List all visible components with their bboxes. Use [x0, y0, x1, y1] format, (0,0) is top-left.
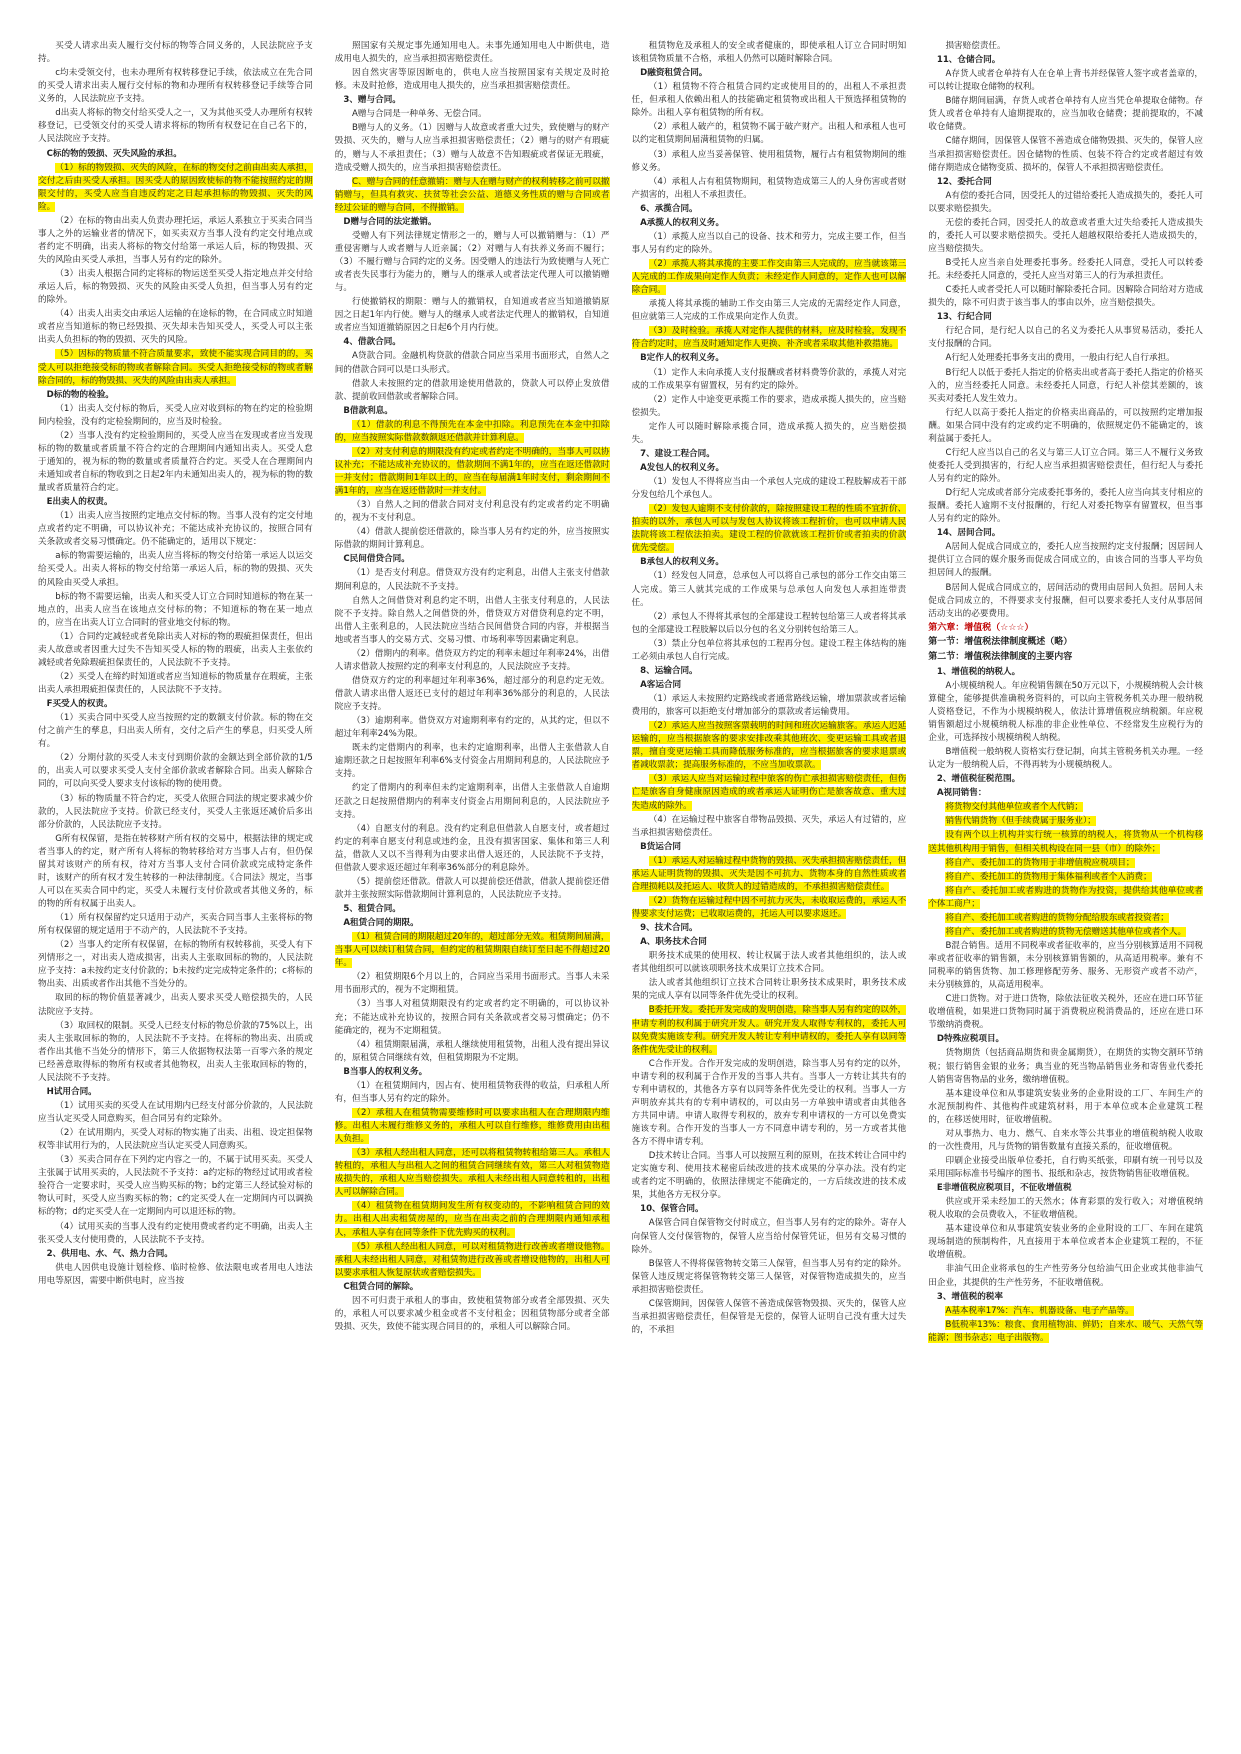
section-heading: A视同销售： — [936, 788, 987, 799]
highlight-mark: （2）承租人在租赁物需要维修时可以要求出租人在合理期限内维修。出租人未履行维修义务的，承租人可以自行维修，维修费用由出租人负担。 — [334, 1107, 610, 1145]
highlighted-paragraph — [335, 931, 610, 970]
paragraph: 无偿的委托合同，因受托人的故意或者重大过失给委托人造成损失的，委托人可以要求赔偿损失。受托人超越权限给委托人造成损失的，应当赔偿损失。 — [928, 217, 1203, 254]
highlighted-paragraph — [928, 801, 1203, 814]
section-heading: C租赁合同的解除。 — [343, 1281, 419, 1292]
column-1 — [38, 40, 313, 1724]
highlighted-paragraph — [335, 1200, 610, 1239]
paragraph: B居间人促成合同成立的，居间活动的费用由居间人负担。居间人未促成合同成立的，不得要求支付报酬，但可以要求委托人支付从事居间活动支出的必要费用。 — [928, 582, 1203, 619]
paragraph: A存货人或者仓单持有人在仓单上背书并经保管人签字或者盖章的，可以转让提取仓储物的权利。 — [928, 69, 1203, 93]
section-heading: 1、增值税的纳税人。 — [936, 666, 1021, 677]
paragraph: （4）在运输过程中旅客自带物品毁损、灭失，承运人有过错的，应当承担损害赔偿责任。 — [631, 814, 907, 838]
paragraph: C进口货物。对于进口货物，除依法征收关税外，还应在进口环节征收增值税，如果进口货物同时属于消费税应税消费品的，还应在进口环节缴纳消费税。 — [928, 994, 1203, 1031]
paragraph: 行使撤销权的期限：赠与人的撤销权，自知道或者应当知道撤销原因之日起1年内行使。赠与人的继承人或者法定代理人的撤销权，自知道或者应当知道撤销原因之日起6个月内行使。 — [334, 297, 610, 334]
highlighted-paragraph — [632, 503, 907, 555]
paragraph: B混合销售。适用不同税率或者征收率的，应当分别核算适用不同税率或者征收率的销售额，未分别核算销售额的，从高适用税率。兼有不同税率的销售货物、加工修理修配劳务、服务、无形资产或者不动产，未分别核算的，从高适用税率。 — [928, 940, 1203, 991]
paragraph: （3）出卖人根据合同约定将标的物运送至买受人指定地点并交付给承运人后，标的物毁损、灭失的风险由买受人负担，但当事人另有约定的除外。 — [38, 269, 313, 306]
paragraph: 非油气田企业将承包的生产性劳务分包给油气田企业或其他非油气田企业，其提供的生产性劳务，不征收增值税。 — [928, 1264, 1203, 1288]
paragraph: c均未受领交付，也未办理所有权转移登记手续，依法成立在先合同的买受人请求出卖人履行交付标的物和办理所有权转移登记手续等合同义务的，人民法院应予支持。 — [38, 68, 313, 105]
highlight-mark: B低税率13%：粮食、食用植物油、鲜奶；自来水、暖气、天然气等能源；图书杂志；电子出版物。 — [928, 1319, 1203, 1343]
section-heading: B当事人的权利义务。 — [343, 1066, 428, 1077]
highlight-mark: （3）承租人经出租人同意，还可以将租赁物转租给第三人。承租人转租的，承租人与出租人之间的租赁合同继续有效，第三人对租赁物造成损失的，承租人应当赔偿损失。承租人未经出租人同意转租的，出租人可以解除合同。 — [334, 1148, 610, 1198]
paragraph: （5）提前偿还借款。借款人可以提前偿还借款，借款人提前偿还借款并主张按照实际借款期间计算利息的，人民法院应予支持。 — [334, 876, 610, 900]
highlighted-paragraph — [632, 258, 907, 297]
highlight-mark: 将自产、委托加工的货物用于非增值税应税项目； — [945, 857, 1135, 868]
section-heading: C标的物的毁损、灭失风险的承担。 — [46, 148, 182, 159]
paragraph: A贷款合同。金融机构贷款的借款合同应当采用书面形式，自然人之间的借款合同可以是口头形式。 — [334, 351, 610, 375]
paragraph: C委托人或者受托人可以随时解除委托合同。因解除合同给对方造成损失的，除不可归责于该当事人的事由以外，应当赔偿损失。 — [928, 285, 1203, 309]
highlight-mark: （5）因标的物质量不符合质量要求，致使不能实现合同目的的，买受人可以拒绝接受标的物或者解除合同。买受人拒绝接受标的物或者解除合同的，标的物毁损、灭失的风险由出卖人承担。 — [38, 349, 313, 386]
highlighted-paragraph — [928, 871, 1203, 884]
highlighted-paragraph — [632, 773, 907, 812]
section-heading: E出卖人的权责。 — [46, 497, 113, 508]
paragraph: （2）在试用期内，买受人对标的物实施了出卖、出租、设定担保物权等非试用行为的，人民法院应当认定买受人同意购买。 — [38, 1128, 313, 1152]
paragraph: （2）承包人不得将其承包的全部建设工程转包给第三人或者将其承包的全部建设工程肢解以后以分包的名义分别转包给第三人。 — [631, 611, 907, 635]
paragraph: 自然人之间借贷对利息约定不明，出借人主张支付利息的，人民法院不予支持。除自然人之间借贷的外，借贷双方对借贷利息约定不明，出借人主张利息的，人民法院应当结合民间借贷合同的内容，并根据当地或者当事人的交易方式、交易习惯、市场利率等因素确定利息。 — [334, 595, 610, 645]
paragraph: （2）当事人没有约定检验期间的，买受人应当在发现或者应当发现标的物的数量或者质量不符合约定的合理期间内通知出卖人。买受人怠于通知的，视为标的物的数量或者质量符合约定。买受人在合理期间内未通知或者自标的物收到之日起2年内未通知出卖人的，视为标的物的数量或者质量符合约定。 — [38, 430, 313, 494]
paragraph: B行纪人以低于委托人指定的价格卖出或者高于委托人指定的价格买入的，应当经委托人同意。未经委托人同意，行纪人补偿其差额的，该买卖对委托人发生效力。 — [928, 367, 1203, 404]
paragraph: （1）经发包人同意，总承包人可以将自己承包的部分工作交由第三人完成。第三人就其完成的工作成果与总承包人向发包人承担连带责任。 — [631, 571, 907, 608]
highlight-mark: （2）对支付利息的期限没有约定或者约定不明确的，当事人可以协议补充；不能达成补充协议的，借款期间不满1年的，应当在返还借款时一并支付；借款期间1年以上的，应当在每届满1年时支付，剩余期间不满1年的，应当在返还借款时一并支付。 — [334, 446, 610, 497]
paragraph: 受赠人有下列法律规定情形之一的，赠与人可以撤销赠与：（1）严重侵害赠与人或者赠与人近亲属；（2）对赠与人有扶养义务而不履行；（3）不履行赠与合同约定的义务。因受赠人的违法行为致使赠与人死亡或者丧失民事行为能力的，赠与人的继承人或者法定代理人可以撤销赠与。 — [334, 230, 610, 294]
paragraph: （1）承揽人应当以自己的设备、技术和劳力，完成主要工作，但当事人另有约定的除外。 — [631, 231, 907, 255]
paragraph: （1）是否支付利息。借贷双方没有约定利息，出借人主张支付借款期间利息的，人民法院不予支持。 — [334, 568, 610, 592]
paragraph: A居间人促成合同成立的，委托人应当按照约定支付报酬；因居间人提供订立合同的媒介服务而促成合同成立的，由该合同的当事人平均负担居间人的报酬。 — [928, 542, 1203, 579]
highlight-mark: （2）发包人逾期不支付价款的，除按照建设工程的性质不宜折价、拍卖的以外，承包人可以与发包人协议将该工程折价，也可以申请人民法院将该工程依法拍卖。建设工程的价款就该工程折价或者拍卖的价款优先受偿。 — [631, 504, 907, 554]
paragraph: B保管人不得将保管物转交第三人保管，但当事人另有约定的除外。保管人违反规定将保管物转交第三人保管，对保管物造成损失的，应当承担损害赔偿责任。 — [631, 1258, 907, 1295]
paragraph: （2）在标的物由出卖人负责办理托运，承运人系独立于买卖合同当事人之外的运输业者的情况下，如买卖双方当事人没有约定交付地点或者约定不明确，出卖人将标的物交付给第一承运人后，标的物毁损、灭失的风险由买受人承担，当事人另有约定的除外。 — [38, 215, 313, 265]
paragraph: A赠与合同是一种单务、无偿合同。 — [351, 109, 487, 120]
highlight-mark: （2）承揽人将其承揽的主要工作交由第三人完成的，应当就该第三人完成的工作成果向定作人负责；未经定作人同意的，定作人也可以解除合同。 — [631, 259, 907, 296]
section-heading: A客运合同 — [640, 679, 682, 690]
paragraph: 约定了借期内的利率但未约定逾期利率，出借人主张借款人自逾期还款之日起按照借期内的利率支付资金占用期间利息的，人民法院应予支持。 — [334, 783, 610, 820]
highlight-mark: 将货物交付其他单位或者个人代销； — [945, 802, 1083, 813]
paragraph: （1）出卖人应当按照约定地点交付标的物。当事人没有约定交付地点或者约定不明确，可以协议补充；不能达成补充协议的，按照合同有关条款或者交易习惯确定。仍不能确定的，适用以下规定： — [38, 511, 313, 548]
paragraph: （4）出卖人出卖交由承运人运输的在途标的物，在合同成立时知道或者应当知道标的物已经毁损、灭失却未告知买受人，买受人可以主张出卖人负担标的物的毁损、灭失的风险。 — [38, 309, 313, 346]
section-heading: A发包人的权利义务。 — [640, 462, 725, 473]
paragraph: A保管合同自保管物交付时成立，但当事人另有约定的除外。寄存人向保管人交付保管物的，保管人应当给付保管凭证，但另有交易习惯的除外。 — [631, 1218, 907, 1255]
section-heading: 7、建设工程合同。 — [640, 448, 715, 459]
highlight-mark: （1）标的物毁损、灭失的风险，在标的物交付之前由出卖人承担，交付之后由买受人承担。因买受人的原因致使标的物不能按照约定的期限交付的，买受人应当自违反约定之日起承担标的物毁损、灭失的风险。 — [38, 162, 313, 212]
section-heading: A、职务技术合同 — [640, 937, 707, 948]
highlighted-paragraph — [335, 176, 610, 215]
paragraph: （3）买卖合同存在下列约定内容之一的，不属于试用买卖。买受人主张属于试用买卖的，人民法院不予支持：a约定标的物经过试用或者检验符合一定要求时，买受人应当购买标的物；b约定第三人经试验对标的物认可时，买受人应当购买标的物；c约定买受人在一定期间内可以调换标的物；d约定买受人在一定期间内可以退还标的物。 — [38, 1155, 313, 1218]
section-heading: D标的物的检验。 — [46, 389, 114, 400]
paragraph: A行纪人处理委托事务支出的费用，一般由行纪人自行承担。 — [945, 353, 1175, 364]
highlight-mark: （5）承租人经出租人同意，可以对租赁物进行改善或者增设他物。承租人未经出租人同意，对租赁物进行改善或者增设他物的，出租人可以要求承租人恢复原状或者赔偿损失。 — [334, 1241, 610, 1278]
highlight-mark: 设有两个以上机构并实行统一核算的纳税人，将货物从一个机构移送其他机构用于销售，但相关机构设在同一县（市）的除外； — [928, 830, 1203, 854]
highlight-mark: 将自产、委托加工或者购进的货物无偿赠送其他单位或者个人。 — [945, 926, 1187, 937]
paragraph: （4）借款人提前偿还借款的，除当事人另有约定的外，应当按照实际借款的期间计算利息。 — [334, 527, 610, 551]
highlighted-paragraph — [928, 815, 1203, 828]
paragraph: （2）定作人中途变更承揽工作的要求，造成承揽人损失的，应当赔偿损失。 — [631, 394, 907, 418]
paragraph: 损害赔偿责任。 — [945, 41, 1006, 51]
section-heading: B货运合同 — [640, 841, 682, 852]
paragraph: 买受人请求出卖人履行交付标的物等合同义务的，人民法院应予支持。 — [38, 41, 313, 65]
column-4 — [928, 40, 1203, 1724]
paragraph: B增值税一般纳税人资格实行登记制，向其主管税务机关办理。一经认定为一般纳税人后，不得再转为小规模纳税人。 — [928, 747, 1203, 771]
section-heading: D赠与合同的法定撤销。 — [343, 216, 437, 227]
paragraph: C合作开发。合作开发完成的发明创造，除当事人另有约定的以外，申请专利的权利属于合作开发的当事人共有。当事人一方转让其共有的专利申请权的，其他各方享有以同等条件优先受让的权利。当事人一方声明放弃其共有的专利申请权的，可以由另一方单独申请或者由其他各方共同申请。申请人取得专利权的，放弃专利申请权的一方可以免费实施该专利。合作开发的当事人一方不同意申请专利的，另一方或者其他各方不得申请专利。 — [631, 1058, 907, 1148]
paragraph: （2）借期内的利率。借贷双方约定的利率未超过年利率24%，出借人请求借款人按照约定的利率支付利息的，人民法院应予支持。 — [334, 648, 610, 672]
paragraph: C保管期间，因保管人保管不善造成保管物毁损、灭失的，保管人应当承担损害赔偿责任，但保管是无偿的，保管人证明自己没有重大过失的，不承担 — [631, 1298, 907, 1335]
section-heading: B承包人的权利义务。 — [640, 557, 724, 568]
section-heading: 3、增值税的税率 — [936, 1291, 1003, 1302]
paragraph: a标的物需要运输的，出卖人应当将标的物交付给第一承运人以运交给买受人。出卖人将标的物交付给第一承运人后，标的物的毁损、灭失的风险由买受人承担。 — [38, 551, 313, 588]
paragraph: 印刷企业接受出版单位委托，自行购买纸张，印刷有统一刊号以及采用国际标准书号编序的图书、报纸和杂志，按货物销售征收增值税。 — [928, 1155, 1203, 1180]
highlighted-paragraph — [928, 912, 1203, 925]
highlight-mark: 将自产、委托加工的货物用于集体福利或者个人消费； — [945, 871, 1152, 882]
paragraph: 承揽人将其承揽的辅助工作交由第三人完成的无需经定作人同意，但应就第三人完成的工作成果向定作人负责。 — [631, 299, 907, 323]
paragraph: G所有权保留，是指在转移财产所有权的交易中，根据法律的规定或者当事人的约定，财产所有人将标的物转移给对方当事人占有，但仍保留其对该财产的所有权，待对方当事人支付合同价款或完成特定条件时，该财产的所有权才发生转移的一种法律制度。《合同法》规定，当事人可以在买卖合同中约定，买受人未履行支付价款或者其他义务的，标的物的所有权属于出卖人。 — [38, 833, 313, 909]
section-heading: D融资租赁合同。 — [640, 68, 708, 79]
section-heading: C民间借贷合同。 — [343, 554, 410, 565]
paragraph: （2）分期付款的买受人未支付到期价款的金额达到全部价款的1/5的，出卖人可以要求买受人支付全部价款或者解除合同。出卖人解除合同的，可以向买受人要求支付该标的物的使用费。 — [38, 753, 313, 790]
highlighted-paragraph — [632, 1004, 907, 1056]
highlight-mark: （3）及时检验。承揽人对定作人提供的材料，应及时检验，发现不符合约定时，应当及时通知定作人更换、补齐或者采取其他补救措施。 — [631, 326, 907, 350]
highlight-mark: （1）借款的利息不得预先在本金中扣除。利息预先在本金中扣除的，应当按照实际借款数额返还借款并计算利息。 — [334, 419, 610, 443]
paragraph: （2）租赁期限6个月以上的，合同应当采用书面形式。当事人未采用书面形式的，视为不定期租赁。 — [334, 972, 610, 996]
section-heading: A租赁合同的期限。 — [343, 918, 419, 929]
highlighted-paragraph — [632, 720, 907, 772]
highlighted-paragraph — [335, 446, 610, 498]
column-2 — [335, 40, 610, 1724]
section-heading: 4、借款合同。 — [343, 337, 401, 348]
chapter-subheading: 第二节：增值税法律制度的主要内容 — [928, 652, 1073, 663]
paragraph: （2）承租人破产的，租赁物不属于破产财产。出租人和承租人也可以约定租赁期间届满租赁物的归属。 — [631, 122, 907, 146]
highlight-mark: 将自产、委托加工或者购进的货物作为投资，提供给其他单位或者个体工商户； — [928, 885, 1203, 909]
highlighted-paragraph — [632, 895, 907, 921]
highlight-mark: （3）承运人应当对运输过程中旅客的伤亡承担损害赔偿责任，但伤亡是旅客自身健康原因造成的或者承运人证明伤亡是旅客故意、重大过失造成的除外。 — [631, 774, 907, 811]
highlighted-paragraph — [928, 1305, 1203, 1318]
paragraph: 行纪人以高于委托人指定的价格卖出商品的，可以按照约定增加报酬。如果合同中没有约定或约定不明确的，依照规定仍不能确定的，该利益属于委托人。 — [928, 407, 1203, 444]
paragraph: 基本建设单位和从事建筑安装业务的企业附设的工厂、车间生产的水泥预制构件、其他构件或建筑材料，用于本单位或本企业建筑工程的，在移送使用时，征收增值税。 — [928, 1088, 1203, 1125]
paragraph: 供电人因供电设施计划检修、临时检修、依法限电或者用电人违法用电等原因，需要中断供电时，应当按 — [38, 1262, 313, 1286]
highlight-mark: （2）承运人应当按照客票载明的时间和班次运输旅客。承运人迟延运输的，应当根据旅客的要求安排改乘其他班次、变更运输工具或者退票，擅自变更运输工具而降低服务标准的，应当根据旅客的要求退票或者减收票款；提高服务标准的，不应当加收票款。 — [631, 721, 907, 771]
section-heading: F买受人的权责。 — [46, 699, 113, 710]
highlighted-paragraph — [38, 348, 313, 387]
section-heading: E非增值税应税项目，不征收增值税 — [936, 1183, 1072, 1194]
paragraph: b标的物不需要运输，出卖人和买受人订立合同时知道标的物在某一地点的，出卖人应当在该地点交付标的物；不知道标的物在某一地点的，应当在出卖人订立合同时的营业地交付标的物。 — [38, 591, 313, 628]
highlighted-paragraph — [38, 162, 313, 214]
highlight-mark: B委托开发。委托开发完成的发明创造，除当事人另有约定的以外，申请专利的权利属于研究开发人。研究开发人取得专利权的，委托人可以免费实施该专利。研究开发人转让专利申请权的，委托人享有以同等条件优先受让的权利。 — [631, 1005, 907, 1055]
paragraph: 既未约定借期内的利率，也未约定逾期利率，出借人主张借款人自逾期还款之日起按照年利率6%支付资金占用期间利息的，人民法院应予支持。 — [334, 743, 610, 780]
section-heading: 2、增值税征税范围。 — [936, 774, 1021, 785]
highlighted-paragraph — [632, 855, 907, 894]
highlight-mark: 销售代销货物（但手续费属于服务业）； — [945, 816, 1096, 827]
highlighted-paragraph — [928, 1319, 1203, 1345]
section-heading: 12、委托合同 — [936, 176, 992, 187]
paragraph: （1）合同约定减轻或者免除出卖人对标的物的瑕疵担保责任，但出卖人故意或者因重大过失不告知买受人标的物的瑕疵，出卖人主张依约减轻或者免除瑕疵担保责任的，人民法院不予支持。 — [38, 631, 313, 668]
paragraph: （3）逾期利率。借贷双方对逾期利率有约定的，从其约定，但以不超过年利率24%为限。 — [334, 716, 610, 740]
paragraph: （1）租赁物不符合租赁合同约定或使用目的的，出租人不承担责任，但承租人依赖出租人的技能确定租赁物或出租人干预选择租赁物的除外。出租人享有租赁物的所有权。 — [631, 82, 907, 119]
highlighted-paragraph — [335, 419, 610, 445]
paragraph: （1）发包人不得将应当由一个承包人完成的建设工程肢解成若干部分发包给几个承包人。 — [631, 477, 907, 501]
paragraph: （2）当事人约定所有权保留，在标的物所有权转移前，买受人有下列情形之一，对出卖人造成损害，出卖人主张取回标的物的，人民法院应予支持：a未按约定支付价款的；b未按约定完成特定条件的；c将标的物出卖、出质或者作出其他不当处分的。 — [38, 940, 313, 990]
highlighted-paragraph — [928, 926, 1203, 939]
paragraph: （4）租赁期限届满，承租人继续使用租赁物，出租人没有提出异议的，原租赁合同继续有效，但租赁期限为不定期。 — [334, 1039, 610, 1063]
paragraph: （4）承租人占有租赁物期间，租赁物造成第三人的人身伤害或者财产损害的，出租人不承担责任。 — [631, 176, 907, 200]
paragraph: A有偿的委托合同，因受托人的过错给委托人造成损失的，委托人可以要求赔偿损失。 — [928, 190, 1203, 214]
paragraph: 定作人可以随时解除承揽合同，造成承揽人损失的，应当赔偿损失。 — [631, 421, 907, 445]
paragraph: （1）在租赁期间内，因占有、使用租赁物获得的收益，归承租人所有，但当事人另有约定的除外。 — [334, 1080, 610, 1104]
section-heading: 9、技术合同。 — [640, 923, 698, 934]
paragraph: （1）出卖人交付标的物后，买受人应对收到标的物在约定的检验期间内检验，没有约定检验期间的，应当及时检验。 — [38, 403, 313, 427]
highlighted-paragraph — [928, 885, 1203, 911]
paragraph: 职务技术成果的使用权、转让权属于法人或者其他组织的，法人或者其他组织可以就该项职务技术成果订立技术合同。 — [631, 951, 907, 975]
highlighted-paragraph — [335, 1241, 610, 1280]
paragraph: C行纪人应当以自己的名义与第三人订立合同。第三人不履行义务致使委托人受到损害的，行纪人应当承担损害赔偿责任，但行纪人与委托人另有约定的除外。 — [928, 447, 1203, 484]
paragraph: 因自然灾害等原因断电的，供电人应当按照国家有关规定及时抢修。未及时抢修，造成用电人损失的，应当承担损害赔偿责任。 — [334, 68, 610, 92]
section-heading: 10、保管合同。 — [640, 1204, 704, 1215]
paragraph: d出卖人将标的物交付给买受人之一，又为其他买受人办理所有权转移登记，已受领交付的买受人请求将标的物所有权登记在自己名下的，人民法院应予支持。 — [38, 108, 313, 145]
paragraph: 法人或者其他组织订立技术合同转让职务技术成果时，职务技术成果的完成人享有以同等条件优先受让的权利。 — [631, 978, 907, 1002]
paragraph: 取回的标的物价值显著减少，出卖人要求买受人赔偿损失的，人民法院应予支持。 — [38, 993, 313, 1017]
paragraph: C储存期间，因保管人保管不善造成仓储物毁损、灭失的，保管人应当承担损害赔偿责任。因仓储物的性质、包装不符合约定或者超过有效储存期造成仓储物变质、损坏的，保管人不承担损害赔偿责任。 — [928, 136, 1203, 173]
highlighted-paragraph — [335, 1107, 610, 1146]
highlighted-paragraph — [928, 829, 1203, 855]
paragraph: （3）承租人应当妥善保管、使用租赁物，履行占有租赁物期间的维修义务。 — [631, 149, 907, 173]
section-heading: 5、租赁合同。 — [343, 904, 401, 914]
section-heading: 6、承揽合同。 — [640, 203, 698, 214]
highlight-mark: （1）租赁合同的期限超过20年的，超过部分无效。租赁期间届满，当事人可以续订租赁合同，但约定的租赁期限自续订至日起不得超过20年。 — [334, 932, 610, 969]
paragraph: （1）试用买卖的买受人在试用期内已经支付部分价款的，人民法院应当认定买受人同意购买，但合同另有约定除外。 — [38, 1100, 313, 1124]
paragraph: 借款人未按照约定的借款用途使用借款的，贷款人可以停止发放借款、提前收回借款或者解除合同。 — [334, 378, 610, 402]
section-heading: B借款利息。 — [343, 405, 393, 416]
paragraph: B受托人应当亲自处理委托事务。经委托人同意，受托人可以转委托。未经委托人同意的，受托人应当对第三人的行为承担责任。 — [928, 258, 1203, 282]
section-heading: 3、赠与合同。 — [343, 95, 401, 106]
paragraph: （1）所有权保留约定只适用于动产，买卖合同当事人主张将标的物所有权保留的规定适用于不动产的，人民法院不予支持。 — [38, 913, 313, 937]
paragraph: （3）禁止分包单位将其承包的工程再分包。建设工程主体结构的施工必须由承包人自行完成。 — [631, 638, 907, 662]
highlight-mark: 将自产、委托加工或者购进的货物分配给股东或者投资者； — [945, 912, 1169, 923]
paragraph: （3）自然人之间的借款合同对支付利息没有约定或者约定不明确的，视为不支付利息。 — [334, 500, 610, 524]
highlight-mark: A基本税率17%：汽车、机器设备、电子产品等。 — [945, 1305, 1134, 1316]
paragraph: （1）定作人未向承揽人支付报酬或者材料费等价款的，承揽人对完成的工作成果享有留置权，另有约定的除外。 — [631, 367, 907, 391]
section-heading: 11、仓储合同。 — [936, 55, 1001, 66]
paragraph: D技术转让合同。当事人可以按照互利的原则，在技术转让合同中约定实施专利、使用技术秘密后续改进的技术成果的分享办法。没有约定或者约定不明确的，依照法律规定不能确定的，一方后续改进的技术成果，其他各方无权分享。 — [631, 1151, 907, 1201]
section-heading: 8、运输合同。 — [640, 665, 698, 676]
highlighted-paragraph — [928, 857, 1203, 870]
highlight-mark: （2）货物在运输过程中因不可抗力灭失，未收取运费的，承运人不得要求支付运费；已收取运费的，托运人可以要求返还。 — [631, 895, 907, 919]
paragraph: 租赁物危及承租人的安全或者健康的，即使承租人订立合同时明知该租赁物质量不合格，承租人仍然可以随时解除合同。 — [631, 41, 907, 65]
section-heading: A承揽人的权利义务。 — [640, 217, 725, 228]
paragraph: （1）买卖合同中买受人应当按照约定的数额支付价款。标的物在交付之前产生的孳息，归出卖人所有，交付之后产生的孳息，归买受人所有。 — [38, 713, 313, 750]
paragraph: B储存期间届满，存货人或者仓单持有人应当凭仓单提取仓储物。存货人或者仓单持有人逾期提取的，应当加收仓储费；提前提取的，不减收仓储费。 — [928, 96, 1203, 133]
paragraph: 对从事热力、电力、燃气、自来水等公共事业的增值税纳税人收取的一次性费用，凡与货物的销售数量有直接关系的，征收增值税。 — [928, 1128, 1203, 1152]
paragraph: 供应或开采未经加工的天然水；体育彩票的发行收入；对增值税纳税人收取的会员费收入，不征收增值税。 — [928, 1197, 1203, 1221]
chapter-heading: 第六章：增值税（☆☆☆） — [928, 622, 1034, 633]
chapter-subheading: 第一节：增值税法律制度概述（略） — [928, 637, 1073, 648]
paragraph: （2）买受人在缔约时知道或者应当知道标的物质量存在瑕疵，主张出卖人承担瑕疵担保责任的，人民法院不予支持。 — [38, 671, 313, 695]
paragraph: 货物期货（包括商品期货和贵金属期货），在期货的实物交割环节纳税；银行销售金银的业务；典当业的死当物品销售业务和寄售业代委托人销售寄售物品的业务，缴纳增值税。 — [928, 1048, 1203, 1085]
paragraph: B赠与人的义务。（1）因赠与人故意或者重大过失，致使赠与的财产毁损、灭失的，赠与人应当承担损害赔偿责任；（2）赠与的财产有瑕疵的，赠与人不承担责任；（3）赠与人故意不告知瑕疵或者保证无瑕疵，造成受赠人损失的，应当承担损害赔偿责任。 — [334, 123, 610, 173]
paragraph: （3）取回权的限制。买受人已经支付标的物总价款的75%以上，出卖人主张取回标的物的，人民法院不予支持。在将标的物出卖、出质或者作出其他不当处分的情形下，第三人依据物权法第一百零六条的规定已经善意取得标的物所有权或者其他物权，出卖人主张取回标的物的，人民法院不予支持。 — [38, 1020, 313, 1083]
paragraph: D行纪人完成或者部分完成委托事务的，委托人应当向其支付相应的报酬。委托人逾期不支付报酬的，行纪人对委托物享有留置权，但当事人另有约定的除外。 — [928, 488, 1203, 525]
section-heading: 14、居间合同。 — [936, 528, 1001, 539]
paragraph: （4）自愿支付的利息。没有约定利息但借款人自愿支付，或者超过约定的利率自愿支付利息或违约金，且没有损害国家、集体和第三人利益，借款人又以不当得利为由要求出借人返还的，人民法院不予支持，但借款人要求返还超过年利率36%部分的利息除外。 — [334, 823, 610, 873]
section-heading: B定作人的权利义务。 — [640, 353, 724, 364]
column-3 — [632, 40, 907, 1724]
section-heading: 2、供用电、水、气、热力合同。 — [46, 1248, 173, 1259]
paragraph: （3）当事人对租赁期限没有约定或者约定不明确的，可以协议补充；不能达成补充协议的，按照合同有关条款或者交易习惯确定；仍不能确定的，视为不定期租赁。 — [334, 999, 610, 1036]
paragraph: 借贷双方约定的利率超过年利率36%，超过部分的利息约定无效。借款人请求出借人返还已支付的超过年利率36%部分的利息的，人民法院应予支持。 — [334, 675, 610, 713]
section-heading: H试用合同。 — [46, 1086, 97, 1097]
highlighted-paragraph — [632, 325, 907, 351]
paragraph: （1）承运人未按照约定路线或者通常路线运输，增加票款或者运输费用的，旅客可以拒绝支付增加部分的票款或者运输费用。 — [631, 694, 907, 718]
paragraph: 行纪合同，是行纪人以自己的名义为委托人从事贸易活动，委托人支付报酬的合同。 — [928, 326, 1203, 350]
highlight-mark: C、赠与合同的任意撤销：赠与人在赠与财产的权利转移之前可以撤销赠与，但具有救灾、扶贫等社会公益、道德义务性质的赠与合同或者经过公证的赠与合同，不得撤销。 — [334, 176, 610, 213]
section-heading: 13、行纪合同 — [936, 312, 992, 323]
paragraph: （4）试用买卖的当事人没有约定使用费或者约定不明确，出卖人主张买受人支付使用费的，人民法院不予支持。 — [38, 1221, 313, 1245]
paragraph: 照国家有关规定事先通知用电人。未事先通知用电人中断供电，造成用电人损失的，应当承担损害赔偿责任。 — [334, 41, 610, 65]
paragraph: A小规模纳税人。年应税销售额在50万元以下，小规模纳税人会计核算健全，能够提供准确税务资料的，可以向主管税务机关办理一般纳税人资格登记，不作为小规模纳税人，依法计算增值税应纳税额。年应税销售额超过小规模纳税人标准的非企业性单位、不经常发生应税行为的企业，可选择按小规模纳税人纳税。 — [928, 680, 1203, 744]
section-heading: D特殊应税项目。 — [936, 1034, 1005, 1045]
paragraph: 基本建设单位和从事建筑安装业务的企业附设的工厂、车间在建筑现场制造的预制构件，凡直接用于本单位或者本企业建筑工程的，不征收增值税。 — [928, 1224, 1203, 1261]
highlight-mark: （1）承运人对运输过程中货物的毁损、灭失承担损害赔偿责任，但承运人证明货物的毁损、灭失是因不可抗力、货物本身的自然性质或者合理损耗以及托运人、收货人的过错造成的，不承担损害赔偿责任。 — [631, 855, 907, 892]
highlight-mark: （4）租赁物在租赁期间发生所有权变动的，不影响租赁合同的效力。出租人出卖租赁房屋的，应当在出卖之前的合理期限内通知承租人，承租人享有在同等条件下优先购买的权利。 — [334, 1201, 610, 1238]
paragraph: （3）标的物质量不符合约定，买受人依照合同法的规定要求减少价款的，人民法院应予支持。价款已经支付，买受人主张返还减价后多出部分价款的，人民法院应予支持。 — [38, 793, 313, 830]
paragraph: 因不可归责于承租人的事由，致使租赁物部分或者全部毁损、灭失的，承租人可以要求减少租金或者不支付租金；因租赁物部分或者全部毁损、灭失，致使不能实现合同目的的，承租人可以解除合同。 — [334, 1295, 610, 1332]
highlighted-paragraph — [335, 1147, 610, 1199]
